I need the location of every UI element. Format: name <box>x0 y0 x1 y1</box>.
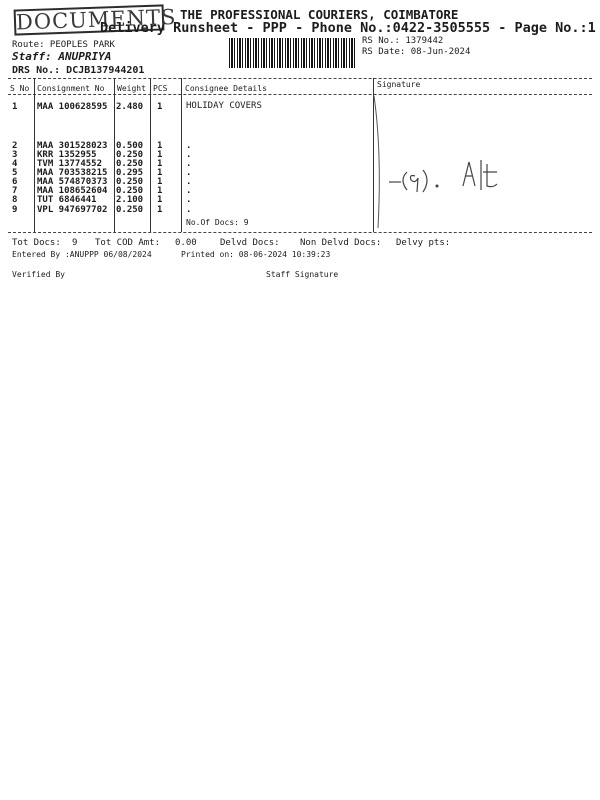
table-row-weight: 0.250 <box>116 159 144 169</box>
table-row-weight: 0.250 <box>116 177 144 187</box>
table-row-details: . <box>186 159 192 169</box>
table-bottom-rule <box>8 232 592 233</box>
table-row-weight: 0.250 <box>116 186 144 196</box>
table-row-weight: 0.295 <box>116 168 144 178</box>
table-row-pcs: 1 <box>157 205 163 215</box>
table-row-sno: 4 <box>12 159 18 169</box>
runsheet-title: Delivery Runsheet - PPP - Phone No.:0422-3505555 - Page No.:1 <box>100 20 596 36</box>
drs-number: DRS No.: DCJB137944201 <box>12 65 145 76</box>
table-row-consignment: TUT 6846441 <box>37 195 97 205</box>
table-row-pcs: 1 <box>157 141 163 151</box>
table-row-details: . <box>186 141 192 151</box>
verified-by-label: Verified By <box>12 270 65 279</box>
table-row-details: . <box>186 168 192 178</box>
non-delvd-docs-label: Non Delvd Docs: <box>300 238 382 248</box>
header-weight: Weight <box>117 84 146 93</box>
rs-number: RS No.: 1379442 <box>362 36 444 46</box>
table-row-weight: 0.500 <box>116 141 144 151</box>
table-row-details: . <box>186 195 192 205</box>
table-row-sno: 1 <box>12 102 18 112</box>
table-row-sno: 2 <box>12 141 18 151</box>
delvd-docs-label: Delvd Docs: <box>220 238 280 248</box>
delvy-pts-label: Delvy pts: <box>396 238 451 248</box>
table-row-pcs: 1 <box>157 102 163 112</box>
table-row-sno: 9 <box>12 205 18 215</box>
pen-stroke-mark <box>372 92 392 232</box>
staff-signature-label: Staff Signature <box>266 270 339 279</box>
table-row-consignment: KRR 1352955 <box>37 150 97 160</box>
tot-cod-label: Tot COD Amt: <box>95 238 161 248</box>
table-row-weight: 0.250 <box>116 150 144 160</box>
rs-date: RS Date: 08-Jun-2024 <box>362 47 471 57</box>
table-row-details: . <box>186 150 192 160</box>
staff-label: Staff: ANUPRIYA <box>12 50 112 63</box>
header-pcs: PCS <box>153 84 168 93</box>
table-row-consignment: MAA 574870373 <box>37 177 108 187</box>
table-row-sno: 7 <box>12 186 18 196</box>
column-divider <box>114 78 115 232</box>
table-row-consignment: TVM 13774552 <box>37 159 103 169</box>
header-consignment: Consignment No <box>37 84 105 93</box>
table-row-consignment: VPL 947697702 <box>37 205 108 215</box>
column-divider <box>34 78 35 232</box>
entered-by: Entered By :ANUPPP 06/08/2024 <box>12 250 152 259</box>
table-row-weight: 2.100 <box>116 195 144 205</box>
tot-cod-value: 0.00 <box>175 238 197 248</box>
table-row-details: . <box>186 186 192 196</box>
table-row-pcs: 1 <box>157 168 163 178</box>
column-divider <box>181 78 182 232</box>
table-row-sno: 6 <box>12 177 18 187</box>
tot-docs-value: 9 <box>72 238 78 248</box>
table-row-sno: 3 <box>12 150 18 160</box>
table-row-weight: 0.250 <box>116 205 144 215</box>
table-row-consignment: MAA 703538215 <box>37 168 108 178</box>
handwritten-signature <box>385 150 525 220</box>
header-sno: S No <box>10 84 30 93</box>
table-top-rule <box>8 78 592 79</box>
no-of-docs: No.Of Docs: 9 <box>186 218 249 227</box>
table-row-weight: 2.480 <box>116 102 144 112</box>
printed-on: Printed on: 08-06-2024 10:39:23 <box>181 250 331 259</box>
table-row-consignment: MAA 301528023 <box>37 141 108 151</box>
table-header-rule <box>8 94 592 95</box>
header-consignee: Consignee Details <box>185 84 267 93</box>
column-divider <box>150 78 151 232</box>
table-row-pcs: 1 <box>157 186 163 196</box>
header-signature: Signature <box>377 80 421 89</box>
table-row-sno: 5 <box>12 168 18 178</box>
table-row-details: HOLIDAY COVERS <box>186 101 262 111</box>
table-row-pcs: 1 <box>157 150 163 160</box>
table-row-details: . <box>186 177 192 187</box>
table-row-consignment: MAA 100628595 <box>37 102 108 112</box>
table-row-pcs: 1 <box>157 159 163 169</box>
table-row-pcs: 1 <box>157 195 163 205</box>
company-title: THE PROFESSIONAL COURIERS, COIMBATORE <box>180 7 459 22</box>
table-row-consignment: MAA 108652604 <box>37 186 108 196</box>
table-row-pcs: 1 <box>157 177 163 187</box>
table-row-sno: 8 <box>12 195 18 205</box>
table-row-details: . <box>186 205 192 215</box>
tot-docs-label: Tot Docs: <box>12 238 61 248</box>
documents-stamp: DOCUMENTS <box>14 4 165 35</box>
barcode-image <box>229 38 356 68</box>
route-label: Route: PEOPLES PARK <box>12 40 115 50</box>
